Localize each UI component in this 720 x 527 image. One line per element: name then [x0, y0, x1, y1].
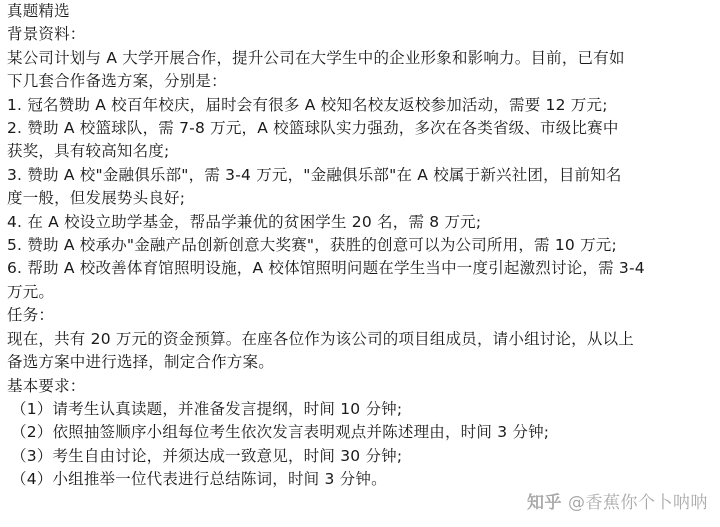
watermark-handle: @香蕉你个卜呐呐	[568, 493, 708, 513]
requirement-4: （4）小组推举一位代表进行总结陈词，时间 3 分钟。	[11, 470, 387, 489]
option-2-continued: 获奖，具有较高知名度;	[7, 142, 170, 161]
option-6-continued: 万元。	[7, 282, 55, 301]
background-heading: 背景资料：	[7, 25, 86, 44]
requirement-3: （3）考生自由讨论，并须达成一致意见，时间 30 分钟;	[11, 446, 403, 465]
watermark	[527, 488, 708, 513]
option-3-continued: 度一般，但发展势头良好;	[7, 189, 186, 208]
zhihu-logo: 知乎	[527, 493, 562, 513]
task-text-line: 备选方案中进行选择，制定合作方案。	[7, 353, 274, 372]
document-title: 真题精选	[7, 2, 70, 20]
option-5: 5. 赞助 A 校承办"金融产品创新创意大奖赛"，获胜的创意可以为公司所用，需 10 万元;	[7, 236, 617, 255]
background-intro-line: 某公司计划与 A 大学开展合作，提升公司在大学生中的企业形象和影响力。目前，已有如	[7, 48, 625, 67]
option-2: 2. 赞助 A 校篮球队，需 7-8 万元，A 校篮球队实力强劲，多次在各类省级、市级比赛中	[7, 119, 619, 138]
option-3: 3. 赞助 A 校"金融俱乐部"，需 3-4 万元，"金融俱乐部"在 A 校属于新兴社团，目前知名	[7, 165, 622, 184]
option-6: 6. 帮助 A 校改善体育馆照明设施，A 校体馆照明问题在学生当中一度引起激烈讨论，需 3-4	[7, 259, 645, 278]
requirement-1: （1）请考生认真读题，并准备发言提纲，时间 10 分钟;	[11, 399, 403, 418]
option-1: 1. 冠名赞助 A 校百年校庆，届时会有很多 A 校知名校友返校参加活动，需要 12 万元;	[7, 95, 608, 114]
requirement-2: （2）依照抽签顺序小组每位考生依次发言表明观点并陈述理由，时间 3 分钟;	[11, 423, 550, 442]
requirements-heading: 基本要求：	[7, 376, 86, 395]
task-text-line: 现在，共有 20 万元的资金预算。在座各位作为该公司的项目组成员，请小组讨论，从以上	[7, 329, 634, 348]
task-heading: 任务：	[7, 306, 55, 325]
option-4: 4. 在 A 校设立助学基金，帮品学兼优的贫困学生 20 名，需 8 万元;	[7, 212, 482, 231]
document-body	[7, 0, 713, 492]
background-intro-line: 下几套合作备选方案，分别是：	[7, 72, 227, 91]
